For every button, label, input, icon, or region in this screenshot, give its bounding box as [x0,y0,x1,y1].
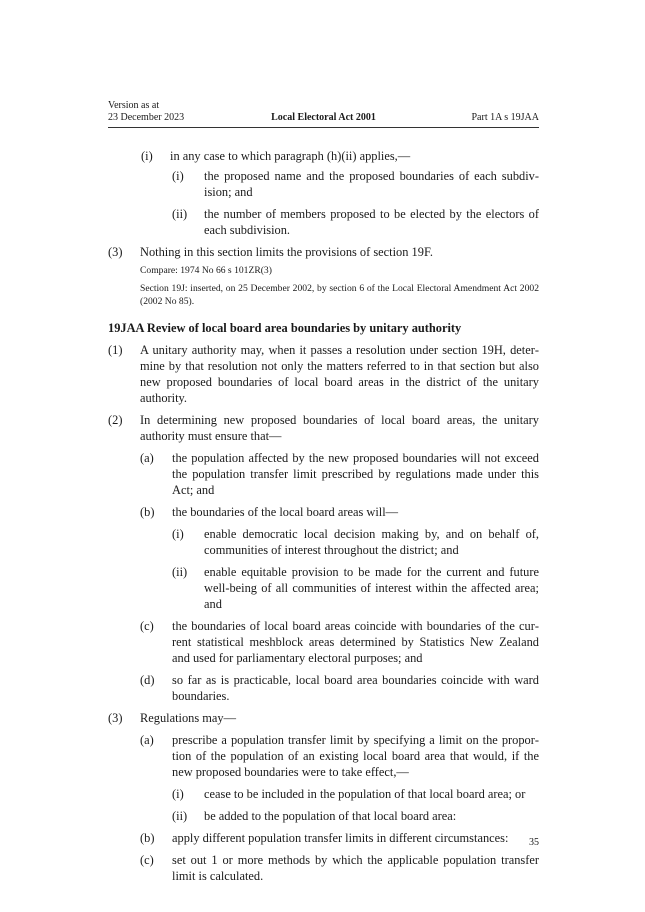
subpara-b-i [108,526,539,558]
subpara-text: enable equitable provision to be made for the current and future well-being of all communities of interest within the affected area; and [204,565,539,611]
history-note: Section 19J: inserted, on 25 December 2002, by section 6 of the Local Electoral Amendment Act 2002 (2002 No 85). [140,283,539,307]
para-text: in any case to which paragraph (h)(ii) applies,— [170,149,411,163]
para-label: (d) [140,673,155,687]
para-label: (c) [140,619,154,633]
subpara-label: (ii) [172,207,188,221]
para-text: the boundaries of the local board areas will— [172,505,399,519]
subsection-text: Regulations may— [140,711,237,725]
para-text: the boundaries of local board areas coincide with boundaries of the current statistical meshblock areas determined by Statistics New Zealand and used for parliamentary electoral purposes; and [172,619,539,665]
page-number: 35 [529,837,539,848]
subsection-3 [108,244,539,260]
para-3c [108,852,539,884]
subsection-label: (1) [108,343,123,357]
subsection-text: A unitary authority may, when it passes a resolution under section 19H, determine by that resolution not only the matters referred to in that section but also new proposed boundaries of local board areas in the district of the unitary authority. [140,343,539,405]
subsection-label: (3) [108,711,123,725]
section-heading: 19JAA Review of local board area boundaries by unitary authority [108,321,462,335]
subpara-text: the proposed name and the proposed boundaries of each subdivision; and [204,169,539,199]
subsection-label: (3) [108,245,123,259]
para-text: the population affected by the new proposed boundaries will not exceed the population transfer limit prescribed by regulations made under this Act; and [172,451,539,497]
para-label: (a) [140,451,154,465]
subpara-label: (ii) [172,809,188,823]
section-reference: Part 1A s 19JAA [471,112,539,123]
subpara-text: be added to the population of that local board area: [204,809,457,823]
compare-note: Compare: 1974 No 66 s 101ZR(3) [140,265,272,276]
para-label: (a) [140,733,154,747]
para-text: prescribe a population transfer limit by specifying a limit on the proportion of the population of an existing local board area that would, if the new proposed boundaries were to take effect,— [172,733,539,779]
subpara-3a-i [108,786,539,802]
para-label: (i) [141,149,153,163]
subpara-label: (i) [172,527,184,541]
subsection-label: (2) [108,413,123,427]
para-c [108,618,539,666]
para-d [108,672,539,704]
subpara-i [108,168,539,200]
para-i [108,148,539,164]
para-label: (b) [140,831,155,845]
para-text: apply different population transfer limits in different circumstances: [172,831,509,845]
para-label: (b) [140,505,155,519]
subsection-3b [108,710,539,726]
version-label: Version as at [108,100,160,111]
subpara-b-ii [108,564,539,612]
para-3a [108,732,539,780]
subpara-text: the number of members proposed to be elected by the electors of each subdivision. [204,207,539,237]
subpara-3a-ii [108,808,539,824]
para-text: so far as is practicable, local board area boundaries coincide with ward boundaries. [172,673,539,703]
subsection-1 [108,342,539,406]
document-body [108,148,539,884]
para-text: set out 1 or more methods by which the applicable population transfer limit is calculated. [172,853,539,883]
version-date: 23 December 2023 [108,112,185,123]
subpara-label: (i) [172,787,184,801]
subsection-text: Nothing in this section limits the provisions of section 19F. [140,245,433,259]
subpara-text: enable democratic local decision making by, and on behalf of, communities of interest throughout the district; and [204,527,539,557]
subsection-text: In determining new proposed boundaries of local board areas, the unitary authority must ensure that— [140,413,539,443]
para-label: (c) [140,853,154,867]
subpara-label: (i) [172,169,184,183]
subpara-label: (ii) [172,565,188,579]
para-a [108,450,539,498]
subpara-text: cease to be included in the population of that local board area; or [204,787,526,801]
para-3b [108,830,539,846]
para-b [108,504,539,520]
act-title: Local Electoral Act 2001 [271,112,376,123]
subpara-ii [108,206,539,238]
header-rule [108,127,539,128]
subsection-2 [108,412,539,444]
